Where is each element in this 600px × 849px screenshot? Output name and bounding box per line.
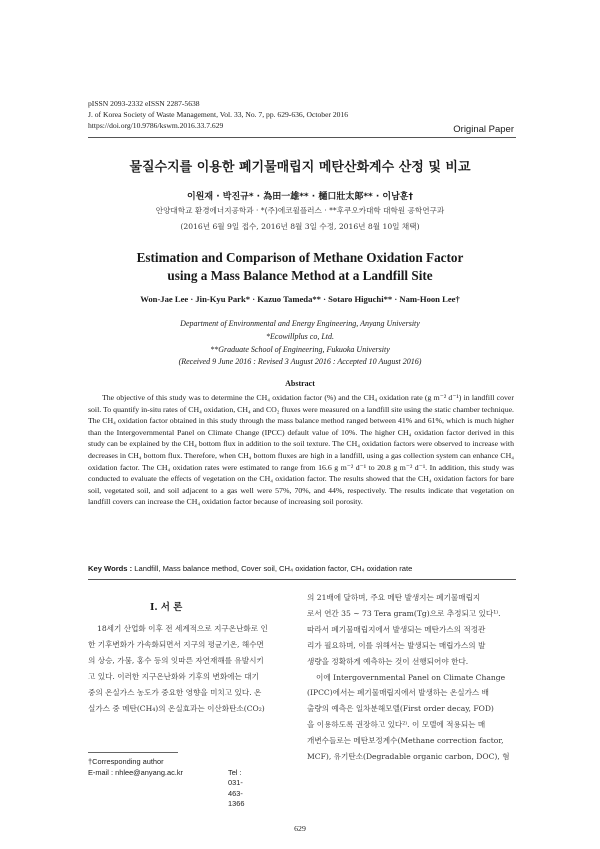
right-line: 생량을 정확하게 예측하는 것이 선행되어야 한다. (307, 656, 469, 666)
right-line: MCF), 유기탄소(Degradable organic carbon, DOC), 혐 (307, 752, 510, 762)
section-heading: I. 서 론 (150, 602, 183, 613)
right-line: 개변수들로는 메탄보정계수(Methane correction factor, (307, 736, 504, 746)
left-line: 의 상승, 가뭄, 홍수 등의 잇따른 자연재해를 유발시키 (88, 655, 264, 665)
english-authors: Won-Jae Lee · Jin-Kyu Park* · Kazuo Tameda** · Sotaro Higuchi** · Nam-Hoon Lee† (140, 294, 460, 304)
right-line: 출량의 예측은 일차분해모델(First order decay, FOD) (307, 704, 494, 714)
affiliation-3: **Graduate School of Engineering, Fukuoka University (210, 344, 390, 354)
left-column-text (88, 621, 309, 716)
corresponding-author: †Corresponding author (88, 757, 164, 766)
keywords-divider (88, 579, 516, 580)
journal-citation: J. of Korea Society of Waste Management, Vol. 33, No. 7, pp. 629-636, October 2016 (88, 110, 349, 119)
right-line: 의 21배에 달하며, 주요 메탄 발생지는 폐기물매립지 (307, 593, 481, 602)
abstract-heading: Abstract (285, 379, 315, 388)
keywords-text: Landfill, Mass balance method, Cover soil, CH₄ oxidation factor, CH₄ oxidation rate (132, 564, 413, 573)
doi-link[interactable]: https://doi.org/10.9786/kswm.2016.33.7.629 (88, 121, 224, 130)
right-line: 로서 연간 35 ~ 73 Tera gram(Tg)으로 추정되고 있다¹⁾. (307, 608, 501, 618)
right-line: 따라서 폐기물매립지에서 발생되는 메탄가스의 적정관 (307, 624, 486, 634)
article-type-label: Original Paper (453, 124, 514, 135)
left-line: 18세기 산업화 이후 전 세계적으로 지구온난화로 인 (97, 624, 268, 633)
left-line: 고 있다. 이러한 지구온난화와 기후의 변화에는 대기 (88, 671, 259, 681)
right-column-text (307, 590, 522, 765)
header-divider (88, 137, 516, 138)
english-title (0, 249, 600, 285)
right-line: 리가 필요하며, 이를 위해서는 발생되는 매립가스의 발 (307, 640, 486, 650)
right-line: 을 이용하도록 권장하고 있다²⁾. 이 모델에 적용되는 매 (307, 720, 486, 730)
issn-line: pISSN 2093-2332 eISSN 2287-5638 (88, 99, 200, 108)
english-title-line1: Estimation and Comparison of Methane Oxidation Factor (136, 250, 464, 265)
keywords-label: Key Words : (88, 564, 133, 573)
korean-authors: 이원재 · 박진규* · 為田一雄** · 樋口壯太郞** · 이남훈† (186, 192, 414, 202)
left-line: 한 기후변화가 가속화되면서 지구의 평균기온, 해수면 (88, 639, 264, 649)
right-line: (IPCC)에서는 폐기물매립지에서 발생하는 온실가스 배 (307, 688, 490, 698)
contact-line (88, 767, 245, 809)
abstract-body: The objective of this study was to determine the CH₄ oxidation factor (%) and the CH₄ oxidation rate (g m⁻² d⁻¹) in landfill cover soil. To quantify in-situ rates of CH₄ oxidation, CH₄ and CO₂ fluxes were measured on a landfill site using the static chamber technique. The CH₄ oxidation factor obtained in this study through the mass balance method ranged between 41% and 61%, which is much higher than the Intergovernmental Panel on Climate Change (IPCC) default value of 10%. The higher CH₄ oxidation factor derived in this study can be explained by the CH₄ bottom flux in addition to the soil texture. The CH₄ oxidation factors were observed to increase with decreases in CH₄ bottom flux. Therefore, when CH₄ bottom fluxes are high in a landfill, using a gas collection system can enhance CH₄ oxidation factor. The CH₄ oxidation rates were estimated to range from 16.6 g m⁻² d⁻¹ to 20.8 g m⁻² d⁻¹. In addition, this study was conducted to evaluate the effects of vegetation on the CH₄ oxidation factor. The results showed that the CH₄ oxidation factors for bare soil, vegetated soil, and soil adjacent to a gas well were 57%, 70%, and 44%, respectively. The results indicate that vegetation on landfill covers can increase the CH₄ oxidation factor because of increasing soil porosity. (88, 393, 514, 507)
korean-title: 물질수지를 이용한 폐기물매립지 메탄산화계수 산정 및 비교 (129, 160, 471, 175)
left-line: 중의 온실가스 농도가 중요한 영향을 미치고 있다. 온 (88, 687, 262, 697)
footnote-divider (88, 752, 178, 753)
author-email[interactable]: E-mail : nhlee@anyang.ac.kr (88, 767, 184, 777)
footnote (88, 757, 245, 809)
page-number: 629 (294, 824, 306, 833)
keywords (88, 564, 518, 573)
english-dates: (Received 9 June 2016 : Revised 3 August 2016 : Accepted 10 August 2016) (178, 357, 422, 367)
english-title-line2: using a Mass Balance Method at a Landfill Site (167, 268, 433, 283)
author-phone: Tel : 031-463-1366 (228, 767, 245, 809)
affiliation-2: *Ecowillplus co, Ltd. (266, 331, 334, 341)
english-affiliations (0, 318, 600, 369)
left-line: 실가스 중 메탄(CH₄)의 온실효과는 이산화탄소(CO₂) (88, 703, 265, 713)
affiliation-1: Department of Environmental and Energy Engineering, Anyang University (180, 319, 420, 328)
right-line: 이에 Intergovernmental Panel on Climate Change (316, 672, 506, 682)
korean-affiliation: 안양대학교 환경에너지공학과 · *(주)에코윌플러스 · **후쿠오카대학 대학원 공학연구과 (155, 206, 445, 215)
korean-dates: (2016년 6월 9일 접수, 2016년 8월 3일 수정, 2016년 8월 10일 채택) (180, 222, 420, 231)
